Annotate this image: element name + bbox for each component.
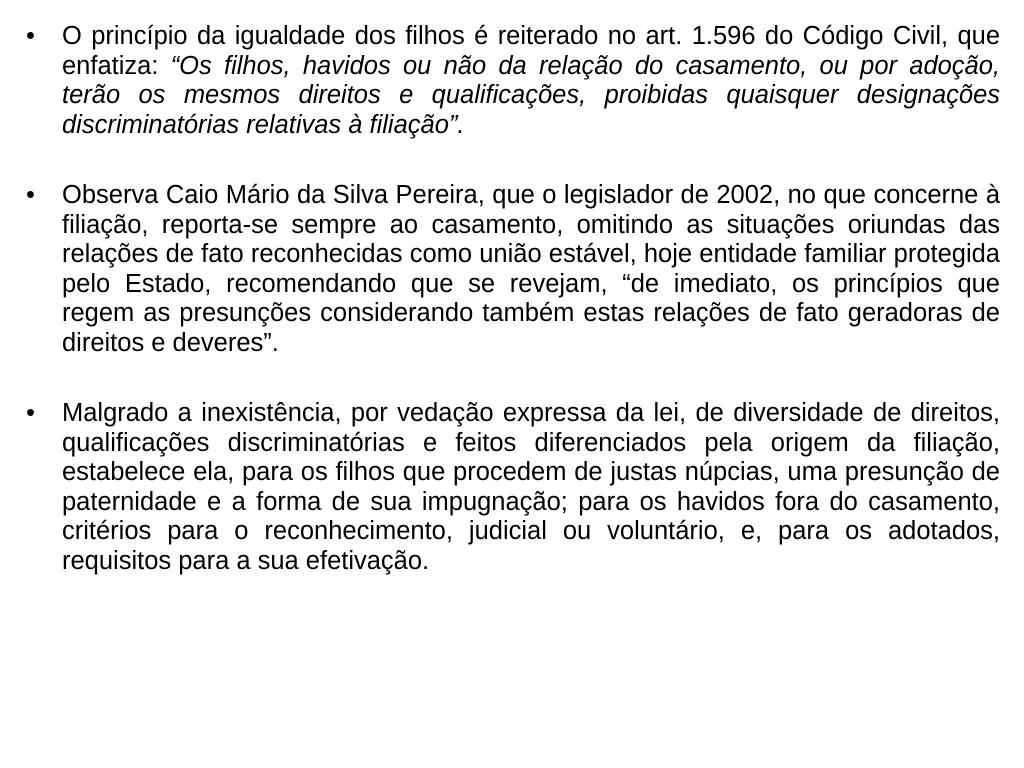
bullet-text: Observa Caio Mário da Silva Pereira, que o legislador de 2002, no que concerne à filiação, reporta-se sempre ao casamento, omitindo as situações oriundas das relações de fato reconhecidas como união estável, hoje entidade familiar protegida pelo Estado, recomendando que se revejam, “de imediato, os princípios que regem as presunções considerando também estas relações de fato geradoras de direitos e deveres”. <box>62 181 1000 357</box>
bullet-item-caio-mario <box>26 181 1000 358</box>
bullet-text: Malgrado a inexistência, por vedação expressa da lei, de diversidade de direitos, qualificações discriminatórias e feitos diferenciados pela origem da filiação, estabelece ela, para os filhos que procedem de justas núpcias, uma presunção de paternidade e a forma de sua impugnação; para os havidos fora do casamento, critérios para o reconhecimento, judicial ou voluntário, e, para os adotados, requisitos para a sua efetivação. <box>62 399 1000 575</box>
bullet-item-igualdade <box>26 22 1000 140</box>
bullet-list <box>26 22 1000 576</box>
bullet-marker: • <box>26 399 35 427</box>
bullet-text: O princípio da igualdade dos filhos é reiterado no art. 1.596 do Código Civil, que enfatiza: <box>62 22 1000 80</box>
bullet-marker: • <box>26 22 35 50</box>
bullet-quote: “Os filhos, havidos ou não da relação do casamento, ou por adoção, terão os mesmos direitos e qualificações, proibidas quaisquer designações discriminatórias relativas à filiação”. <box>62 51 1001 139</box>
bullet-marker: • <box>26 181 35 209</box>
bullet-item-malgrado <box>26 399 1000 576</box>
